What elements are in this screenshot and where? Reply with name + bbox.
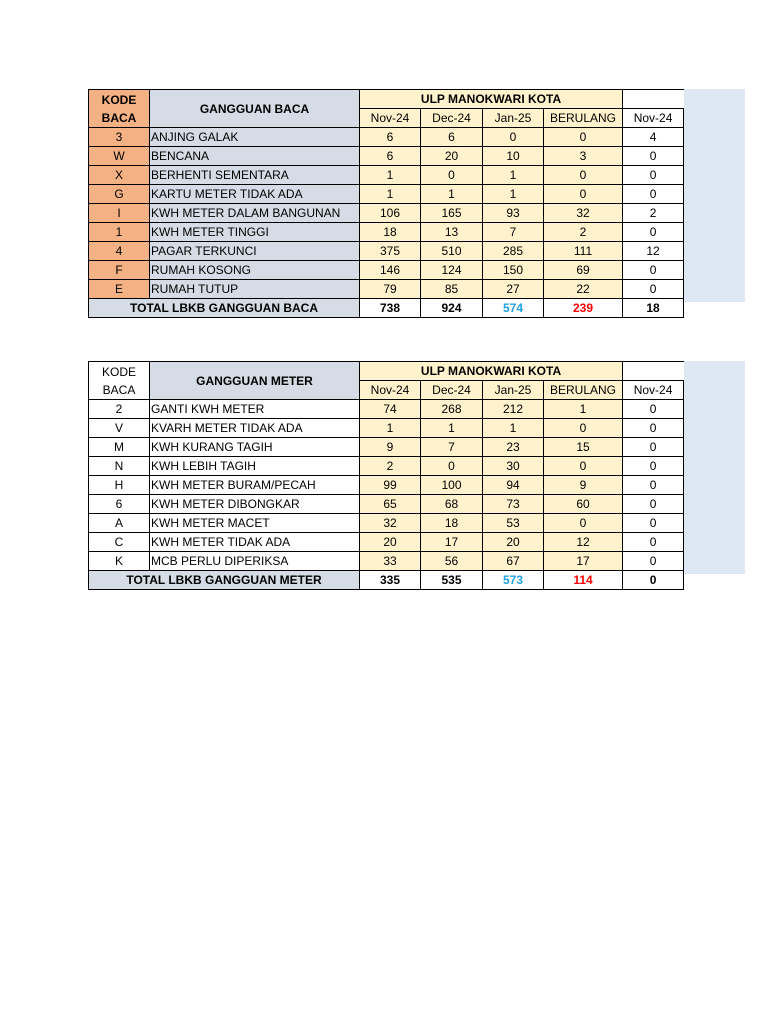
column-header: Jan-25 xyxy=(483,381,544,400)
column-header: BERULANG xyxy=(544,381,623,400)
table-row xyxy=(89,204,684,223)
row-value: 0 xyxy=(483,128,544,147)
row-name: KWH LEBIH TAGIH xyxy=(150,457,360,476)
row-value: 0 xyxy=(623,280,684,299)
row-value: 285 xyxy=(483,242,544,261)
table-row xyxy=(89,261,684,280)
row-value: 94 xyxy=(483,476,544,495)
row-value: 0 xyxy=(544,419,623,438)
row-value: 60 xyxy=(544,495,623,514)
row-code: I xyxy=(89,204,150,223)
row-name: KARTU METER TIDAK ADA xyxy=(150,185,360,204)
row-value: 2 xyxy=(360,457,421,476)
row-value: 0 xyxy=(544,128,623,147)
row-value: 0 xyxy=(544,185,623,204)
row-value: 33 xyxy=(360,552,421,571)
row-name: MCB PERLU DIPERIKSA xyxy=(150,552,360,571)
row-name: KWH METER DIBONGKAR xyxy=(150,495,360,514)
row-value: 100 xyxy=(421,476,483,495)
row-value: 74 xyxy=(360,400,421,419)
side-band-bottom xyxy=(684,361,745,574)
table-row xyxy=(89,552,684,571)
row-value: 1 xyxy=(483,185,544,204)
row-code: 6 xyxy=(89,495,150,514)
row-value: 20 xyxy=(360,533,421,552)
table-row xyxy=(89,438,684,457)
total-value: 574 xyxy=(483,299,544,318)
table-row xyxy=(89,476,684,495)
row-code: A xyxy=(89,514,150,533)
total-value: 535 xyxy=(421,571,483,590)
row-value: 32 xyxy=(544,204,623,223)
row-value: 32 xyxy=(360,514,421,533)
row-value: 0 xyxy=(623,457,684,476)
total-row xyxy=(89,571,684,590)
row-value: 150 xyxy=(483,261,544,280)
row-value: 1 xyxy=(483,166,544,185)
row-code: W xyxy=(89,147,150,166)
table-row xyxy=(89,242,684,261)
row-value: 106 xyxy=(360,204,421,223)
row-value: 510 xyxy=(421,242,483,261)
row-value: 1 xyxy=(544,400,623,419)
row-name: KWH METER TINGGI xyxy=(150,223,360,242)
side-band-top xyxy=(684,89,745,302)
row-code: 4 xyxy=(89,242,150,261)
row-value: 17 xyxy=(421,533,483,552)
row-value: 12 xyxy=(544,533,623,552)
row-code: G xyxy=(89,185,150,204)
row-value: 79 xyxy=(360,280,421,299)
column-header: BERULANG xyxy=(544,109,623,128)
table-row xyxy=(89,223,684,242)
row-value: 146 xyxy=(360,261,421,280)
row-name: RUMAH KOSONG xyxy=(150,261,360,280)
total-value: 114 xyxy=(544,571,623,590)
row-code: X xyxy=(89,166,150,185)
column-header: Nov-24 xyxy=(623,109,684,128)
total-value: 239 xyxy=(544,299,623,318)
row-value: 212 xyxy=(483,400,544,419)
table-row xyxy=(89,128,684,147)
row-value: 9 xyxy=(544,476,623,495)
row-value: 7 xyxy=(483,223,544,242)
row-value: 18 xyxy=(421,514,483,533)
table-row xyxy=(89,166,684,185)
row-value: 1 xyxy=(421,419,483,438)
ulp-header: ULP MANOKWARI KOTA xyxy=(360,362,623,381)
table-row xyxy=(89,419,684,438)
total-value: 0 xyxy=(623,571,684,590)
row-value: 3 xyxy=(544,147,623,166)
gangguan-meter-header: GANGGUAN METER xyxy=(150,362,360,400)
row-code: F xyxy=(89,261,150,280)
row-value: 111 xyxy=(544,242,623,261)
table-row xyxy=(89,457,684,476)
row-value: 53 xyxy=(483,514,544,533)
row-value: 0 xyxy=(623,185,684,204)
row-value: 0 xyxy=(623,166,684,185)
row-name: KVARH METER TIDAK ADA xyxy=(150,419,360,438)
table-row xyxy=(89,147,684,166)
row-value: 6 xyxy=(360,128,421,147)
row-value: 0 xyxy=(623,400,684,419)
row-name: PAGAR TERKUNCI xyxy=(150,242,360,261)
column-header: Dec-24 xyxy=(421,381,483,400)
row-value: 0 xyxy=(623,514,684,533)
total-value: 573 xyxy=(483,571,544,590)
row-value: 1 xyxy=(483,419,544,438)
row-value: 20 xyxy=(483,533,544,552)
column-header: Nov-24 xyxy=(360,109,421,128)
total-value: 738 xyxy=(360,299,421,318)
row-value: 69 xyxy=(544,261,623,280)
row-value: 0 xyxy=(421,166,483,185)
row-name: KWH METER BURAM/PECAH xyxy=(150,476,360,495)
row-value: 0 xyxy=(623,223,684,242)
total-row xyxy=(89,299,684,318)
gangguan-baca-header: GANGGUAN BACA xyxy=(150,90,360,128)
row-value: 124 xyxy=(421,261,483,280)
gangguan-meter-table xyxy=(88,361,684,590)
row-value: 65 xyxy=(360,495,421,514)
row-name: GANTI KWH METER xyxy=(150,400,360,419)
table-row xyxy=(89,280,684,299)
table-row xyxy=(89,533,684,552)
total-label: TOTAL LBKB GANGGUAN METER xyxy=(89,571,360,590)
table-row xyxy=(89,495,684,514)
row-code: 2 xyxy=(89,400,150,419)
gangguan-baca-table xyxy=(88,89,684,318)
row-code: M xyxy=(89,438,150,457)
row-value: 18 xyxy=(360,223,421,242)
row-value: 27 xyxy=(483,280,544,299)
table-row xyxy=(89,185,684,204)
row-value: 93 xyxy=(483,204,544,223)
row-name: KWH KURANG TAGIH xyxy=(150,438,360,457)
row-name: RUMAH TUTUP xyxy=(150,280,360,299)
row-value: 1 xyxy=(421,185,483,204)
row-value: 56 xyxy=(421,552,483,571)
row-value: 1 xyxy=(360,419,421,438)
column-header: Nov-24 xyxy=(360,381,421,400)
blank-header-cell xyxy=(623,362,684,381)
row-name: BENCANA xyxy=(150,147,360,166)
row-value: 0 xyxy=(544,166,623,185)
row-code: K xyxy=(89,552,150,571)
row-value: 268 xyxy=(421,400,483,419)
row-value: 20 xyxy=(421,147,483,166)
row-value: 0 xyxy=(623,476,684,495)
row-code: V xyxy=(89,419,150,438)
row-value: 0 xyxy=(623,147,684,166)
row-value: 0 xyxy=(544,514,623,533)
row-name: KWH METER DALAM BANGUNAN xyxy=(150,204,360,223)
row-value: 73 xyxy=(483,495,544,514)
row-value: 165 xyxy=(421,204,483,223)
total-value: 924 xyxy=(421,299,483,318)
row-value: 9 xyxy=(360,438,421,457)
row-value: 30 xyxy=(483,457,544,476)
table-row xyxy=(89,400,684,419)
kode-baca-header: KODE BACA xyxy=(89,90,150,128)
column-header: Dec-24 xyxy=(421,109,483,128)
row-value: 15 xyxy=(544,438,623,457)
row-value: 1 xyxy=(360,166,421,185)
row-value: 375 xyxy=(360,242,421,261)
column-header: Jan-25 xyxy=(483,109,544,128)
column-header: Nov-24 xyxy=(623,381,684,400)
row-code: 3 xyxy=(89,128,150,147)
row-value: 0 xyxy=(623,552,684,571)
total-value: 18 xyxy=(623,299,684,318)
row-value: 0 xyxy=(623,419,684,438)
row-name: KWH METER TIDAK ADA xyxy=(150,533,360,552)
row-value: 0 xyxy=(421,457,483,476)
row-value: 17 xyxy=(544,552,623,571)
row-value: 0 xyxy=(623,495,684,514)
total-value: 335 xyxy=(360,571,421,590)
row-value: 0 xyxy=(623,438,684,457)
row-value: 13 xyxy=(421,223,483,242)
row-value: 1 xyxy=(360,185,421,204)
row-value: 4 xyxy=(623,128,684,147)
row-name: ANJING GALAK xyxy=(150,128,360,147)
ulp-header: ULP MANOKWARI KOTA xyxy=(360,90,623,109)
row-value: 68 xyxy=(421,495,483,514)
row-value: 0 xyxy=(623,533,684,552)
row-value: 2 xyxy=(544,223,623,242)
row-value: 0 xyxy=(623,261,684,280)
row-value: 12 xyxy=(623,242,684,261)
blank-header-cell xyxy=(623,90,684,109)
row-name: KWH METER MACET xyxy=(150,514,360,533)
row-value: 0 xyxy=(544,457,623,476)
row-value: 99 xyxy=(360,476,421,495)
row-value: 6 xyxy=(360,147,421,166)
row-name: BERHENTI SEMENTARA xyxy=(150,166,360,185)
row-value: 6 xyxy=(421,128,483,147)
table-row xyxy=(89,514,684,533)
row-value: 7 xyxy=(421,438,483,457)
row-value: 10 xyxy=(483,147,544,166)
kode-baca-header: KODE BACA xyxy=(89,362,150,400)
total-label: TOTAL LBKB GANGGUAN BACA xyxy=(89,299,360,318)
row-code: N xyxy=(89,457,150,476)
row-value: 23 xyxy=(483,438,544,457)
row-value: 2 xyxy=(623,204,684,223)
row-value: 22 xyxy=(544,280,623,299)
row-code: 1 xyxy=(89,223,150,242)
row-value: 67 xyxy=(483,552,544,571)
row-code: C xyxy=(89,533,150,552)
row-code: E xyxy=(89,280,150,299)
row-code: H xyxy=(89,476,150,495)
row-value: 85 xyxy=(421,280,483,299)
